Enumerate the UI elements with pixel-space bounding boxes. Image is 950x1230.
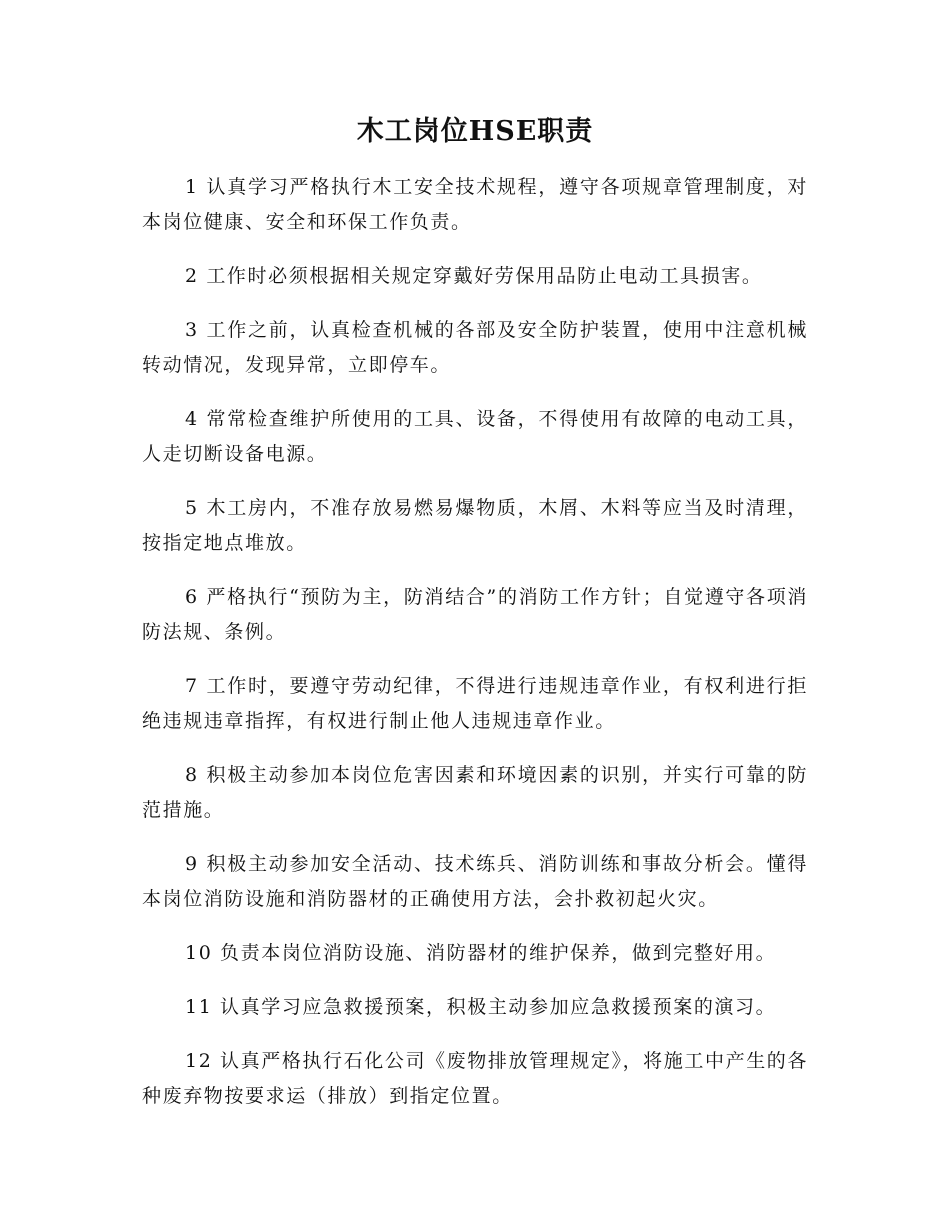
clause-list bbox=[142, 170, 808, 1133]
clause-4: 4 常常检查维护所使用的工具、设备，不得使用有故障的电动工具，人走切断设备电源。 bbox=[142, 408, 808, 465]
clause-1: 1 认真学习严格执行木工安全技术规程，遵守各项规章管理制度，对本岗位健康、安全和环保工作负责。 bbox=[142, 176, 808, 233]
clause-3: 3 工作之前，认真检查机械的各部及安全防护装置，使用中注意机械转动情况，发现异常，立即停车。 bbox=[142, 319, 808, 376]
clause-10: 10 负责本岗位消防设施、消防器材的维护保养，做到完整好用。 bbox=[185, 942, 777, 964]
clause-11: 11 认真学习应急救援预案，积极主动参加应急救援预案的演习。 bbox=[185, 996, 777, 1018]
clause-12: 12 认真严格执行石化公司《废物排放管理规定》，将施工中产生的各种废弃物按要求运（排放）到指定位置。 bbox=[142, 1050, 808, 1107]
clause-7: 7 工作时，要遵守劳动纪律，不得进行违规违章作业，有权利进行拒绝违规违章指挥，有权进行制止他人违规违章作业。 bbox=[142, 675, 808, 732]
clause-6: 6 严格执行“预防为主，防消结合”的消防工作方针；自觉遵守各项消防法规、条例。 bbox=[142, 586, 808, 643]
clause-9: 9 积极主动参加安全活动、技术练兵、消防训练和事故分析会。懂得本岗位消防设施和消防器材的正确使用方法，会扑救初起火灾。 bbox=[142, 853, 808, 910]
clause-2: 2 工作时必须根据相关规定穿戴好劳保用品防止电动工具损害。 bbox=[185, 265, 763, 287]
clause-8: 8 积极主动参加本岗位危害因素和环境因素的识别，并实行可靠的防范措施。 bbox=[142, 764, 808, 821]
document-title: 木工岗位HSE职责 bbox=[356, 116, 594, 147]
clause-5: 5 木工房内，不准存放易燃易爆物质，木屑、木料等应当及时清理，按指定地点堆放。 bbox=[142, 497, 808, 554]
